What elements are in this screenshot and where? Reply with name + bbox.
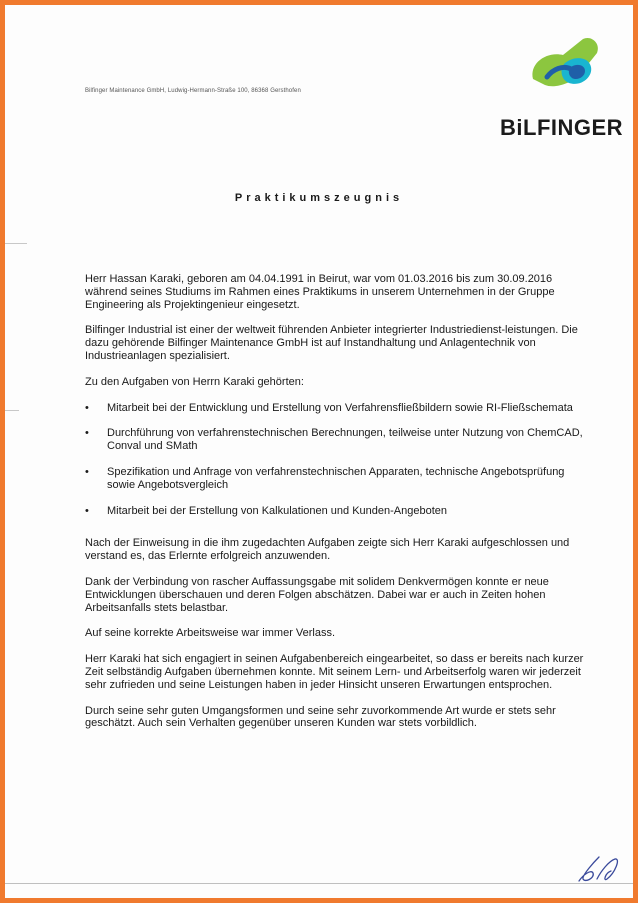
assessment-paragraph: Durch seine sehr guten Umgangsformen und seine sehr zuvorkommende Art wurde er stets sehr geschätzt. Auch sein Verhalten gegenüber unseren Kunden war stets vorbildlich. [85, 704, 556, 730]
fold-mark [5, 243, 27, 244]
task-item [85, 466, 593, 492]
bilfinger-logo-icon [525, 33, 605, 97]
letter-page [5, 5, 633, 898]
tasks-heading: Zu den Aufgaben von Herrn Karaki gehörten: [85, 375, 304, 388]
document-title: Praktikumszeugnis [234, 192, 404, 204]
task-text: Spezifikation und Anfrage von verfahrenstechnischen Apparaten, technische Angebotsprüfung sowie Angebotsvergleich [107, 465, 565, 491]
task-item [85, 402, 593, 415]
task-item [85, 427, 593, 453]
task-item [85, 505, 593, 518]
bullet-icon: • [85, 427, 89, 440]
bullet-icon: • [85, 504, 89, 517]
company-paragraph: Bilfinger Industrial ist einer der weltweit führenden Anbieter integrierter Industriedienst-leistungen. Die dazu gehörende Bilfinger Maintenance GmbH ist auf Instandhaltung und Anlagentechnik von Industrieanlagen spezialisiert. [85, 324, 578, 362]
task-list [85, 402, 593, 518]
bullet-icon: • [85, 401, 89, 414]
task-text: Durchführung von verfahrenstechnischen Berechnungen, teilweise unter Nutzung von ChemCAD, Conval und SMath [107, 427, 583, 453]
assessment-paragraph: Herr Karaki hat sich engagiert in seinen Aufgabenbereich eingearbeitet, so dass er bereits nach kurzer Zeit selbständig Aufgaben übernehmen konnte. Mit seinem Lern- und Arbeitserfolg waren wir jederzeit sehr zufrieden und seine Leistungen haben in jeder Hinsicht unseren Erwartungen entsprochen. [85, 653, 584, 691]
brand-name: BiLFINGER [500, 115, 624, 140]
sender-address: Bilfinger Maintenance GmbH, Ludwig-Hermann-Straße 100, 86368 Gersthofen [85, 88, 301, 94]
punch-mark [5, 410, 19, 411]
assessment-paragraph: Nach der Einweisung in die ihm zugedachten Aufgaben zeigte sich Herr Karaki aufgeschlossen und verstand es, das Erlernte erfolgreich anzuwenden. [85, 537, 570, 563]
assessment-paragraph: Dank der Verbindung von rascher Auffassungsgabe mit solidem Denkvermögen konnte er neue Entwicklungen überschauen und deren Folgen abschätzen. Dabei war er auch in Zeiten hohen Arbeitsanfalls stets belastbar. [85, 575, 549, 614]
letter-body [85, 273, 593, 743]
signature-stroke [579, 857, 617, 881]
bottom-rule [5, 883, 633, 884]
signature-initials [575, 853, 625, 887]
task-text: Mitarbeit bei der Entwicklung und Erstellung von Verfahrensfließbildern sowie RI-Fließschemata [107, 401, 573, 414]
intro-paragraph: Herr Hassan Karaki, geboren am 04.04.1991 in Beirut, war vom 01.03.2016 bis zum 30.09.2016 während seines Studiums im Rahmen eines Praktikums in unserem Unternehmen in der Gruppe Engineering als Projektingenieur eingesetzt. [85, 273, 555, 311]
bullet-icon: • [85, 465, 89, 478]
task-text: Mitarbeit bei der Erstellung von Kalkulationen und Kunden-Angeboten [107, 504, 448, 517]
assessment-paragraph: Auf seine korrekte Arbeitsweise war immer Verlass. [85, 627, 336, 640]
